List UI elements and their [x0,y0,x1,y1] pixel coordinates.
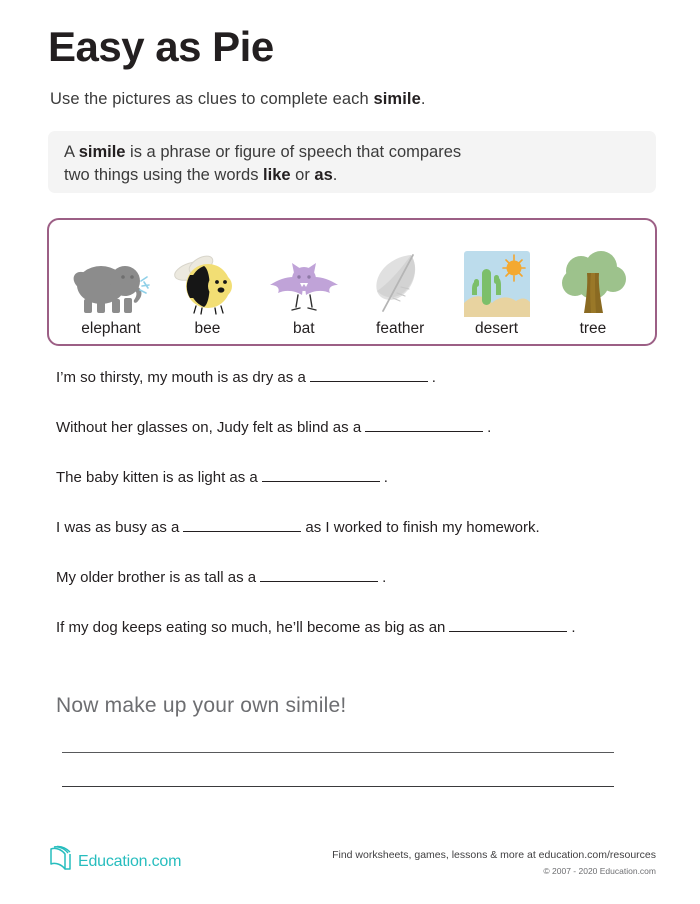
sentence-row-5 [56,568,656,618]
sentence-text-before: The baby kitten is as light as a [56,468,258,486]
sentence-text-after: . [431,368,436,386]
word-bank-item-bee[interactable] [159,245,255,337]
word-bank-label: desert [475,319,519,337]
sentence-text-after: . [382,568,387,586]
sentence-text-after: . [571,618,576,636]
subtitle-text-before: Use the pictures as clues to complete each [50,90,374,108]
page-subtitle [50,90,426,109]
elephant-icon [66,245,156,317]
definition-text-c: two things using the words [64,166,264,185]
definition-text-d: or [290,166,315,185]
sentence-text-before: If my dog keeps eating so much, he’ll become as big as an [56,618,446,636]
sentence-text-before: Without her glasses on, Judy felt as blind as a [56,418,362,436]
own-simile-prompt: Now make up your own simile! [56,694,347,717]
sentence-row-1 [56,368,656,418]
word-bank-label: bee [194,319,221,337]
sentence-row-2 [56,418,656,468]
feather-icon [355,245,445,317]
page-title: Easy as Pie [48,23,274,70]
sentence-row-4 [56,518,656,568]
answer-blank[interactable] [365,418,483,432]
answer-blank[interactable] [260,568,378,582]
writing-line-1[interactable] [62,752,614,753]
sentence-list [56,368,656,668]
word-bank-item-feather[interactable] [352,245,448,337]
definition-text-a: A [64,143,79,161]
sentence-row-6 [56,618,656,668]
word-bank-label: elephant [81,319,141,337]
answer-blank[interactable] [262,468,380,482]
sentence-text-before: My older brother is as tall as a [56,568,257,586]
bee-icon [162,245,252,317]
definition-text-b: is a phrase or figure of speech that compares [125,143,462,161]
subtitle-keyword: simile [373,90,421,108]
definition-line-1 [64,141,640,164]
sentence-text-before: I was as busy as a [56,518,180,536]
definition-line-2 [64,164,640,187]
word-bank-label: tree [579,319,607,337]
word-bank-item-bat[interactable] [256,245,352,337]
word-bank-item-elephant[interactable] [63,245,159,337]
definition-text-e: . [332,166,338,185]
subtitle-text-after: . [420,90,426,108]
book-pages-icon [48,845,74,878]
definition-keyword-as: as [314,166,333,185]
writing-line-2[interactable] [62,786,614,787]
word-bank [47,218,657,346]
sentence-text-before: I’m so thirsty, my mouth is as dry as a [56,368,306,386]
answer-blank[interactable] [449,618,567,632]
word-bank-item-tree[interactable] [545,245,641,337]
tree-icon [548,245,638,317]
education-logo[interactable] [48,845,181,878]
desert-icon [452,245,542,317]
word-bank-label: feather [376,319,425,337]
footer-copyright: © 2007 - 2020 Education.com [543,866,656,876]
word-bank-label: bat [293,319,315,337]
definition-keyword-like: like [263,166,291,185]
answer-blank[interactable] [183,518,301,532]
sentence-text-after: . [487,418,492,436]
bat-icon [259,245,349,317]
footer-tagline: Find worksheets, games, lessons & more at education.com/resources [332,849,656,861]
answer-blank[interactable] [310,368,428,382]
definition-box [48,131,656,193]
definition-keyword-simile: simile [78,143,126,161]
sentence-text-after: . [383,468,388,486]
education-logo-text: Education.com [78,852,182,870]
sentence-text-after: as I worked to finish my homework. [305,518,540,536]
word-bank-item-desert[interactable] [449,245,545,337]
sentence-row-3 [56,468,656,518]
